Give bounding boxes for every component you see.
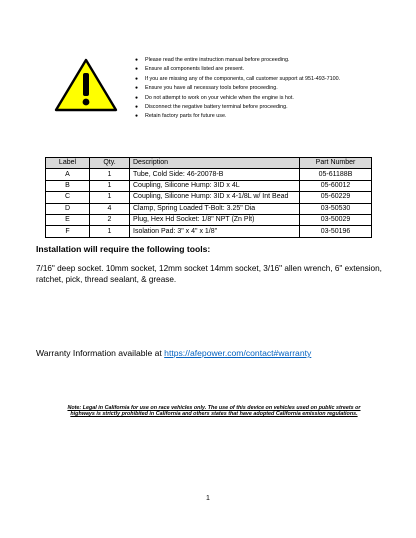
cell-qty: 4 <box>90 203 130 214</box>
cell-label: E <box>46 214 90 225</box>
cell-qty: 1 <box>90 180 130 191</box>
note-text: Ensure you have all necessary tools before proceeding. <box>145 85 278 92</box>
note-text: If you are missing any of the components, call customer support at 951-493-7100. <box>145 75 341 82</box>
cell-qty: 1 <box>90 192 130 203</box>
list-item <box>135 56 405 65</box>
table-row <box>46 214 372 225</box>
cell-part-number: 05-60229 <box>300 192 372 203</box>
list-item <box>135 94 405 103</box>
table-row <box>46 226 372 237</box>
tools-list-text: 7/16" deep socket. 10mm socket, 12mm socket 14mm socket, 3/16" allen wrench, 6" extension, ratchet, pick, thread sealant, & grease. <box>36 264 382 284</box>
cell-label: C <box>46 192 90 203</box>
table-row <box>46 180 372 191</box>
note-text: Do not attempt to work on your vehicle when the engine is hot. <box>145 94 294 101</box>
cell-description: Tube, Cold Side: 46-20078-B <box>130 169 300 180</box>
cell-qty: 1 <box>90 226 130 237</box>
cell-label: D <box>46 203 90 214</box>
cell-label: A <box>46 169 90 180</box>
warranty-label: Warranty Information available at <box>36 348 165 358</box>
safety-notes-list <box>135 56 405 122</box>
cell-part-number: 03-50530 <box>300 203 372 214</box>
cell-label: F <box>46 226 90 237</box>
cell-qty: 1 <box>90 169 130 180</box>
cell-part-number: 03-50196 <box>300 226 372 237</box>
cell-description: Coupling, Silicone Hump: 3ID x 4-1/8L w/ Int Bead <box>130 192 300 203</box>
cell-description: Isolation Pad: 3" x 4" x 1/8" <box>130 226 300 237</box>
column-header-description: Description <box>130 158 300 169</box>
warranty-info <box>36 348 311 358</box>
list-item <box>135 84 405 93</box>
column-header-part-number: Part Number <box>300 158 372 169</box>
bullet-icon: ● <box>135 75 139 82</box>
table-row <box>46 203 372 214</box>
note-text: Please read the entire instruction manual before proceeding. <box>145 57 290 63</box>
cell-label: B <box>46 180 90 191</box>
cell-qty: 2 <box>90 214 130 225</box>
note-text: Disconnect the negative battery terminal before proceeding. <box>145 104 288 111</box>
bullet-icon: ● <box>135 104 139 111</box>
warranty-link[interactable]: https://afepower.com/contact#warranty <box>164 348 312 358</box>
bullet-icon: ● <box>135 57 139 63</box>
column-header-label: Label <box>46 158 90 169</box>
tools-heading: Installation will require the following tools: <box>36 244 211 254</box>
list-item <box>135 103 405 112</box>
cell-description: Plug, Hex Hd Socket: 1/8" NPT (Zn Plt) <box>130 214 300 225</box>
bullet-icon: ● <box>135 94 139 101</box>
bullet-icon: ● <box>135 66 139 73</box>
list-item <box>135 65 405 74</box>
cell-description: Clamp, Spring Loaded T-Bolt: 3.25" Dia <box>130 203 300 214</box>
cell-part-number: 05-60012 <box>300 180 372 191</box>
cell-part-number: 05-61188B <box>300 169 372 180</box>
list-item <box>135 75 405 84</box>
legal-note: Note: Legal in California for use on race vehicles only. The use of this device on vehicles used on public streets or highways is strictly prohibited in California and others states that have adopted California emission regulations. <box>67 405 361 418</box>
list-item <box>135 112 405 121</box>
cell-description: Coupling, Silicone Hump: 3ID x 4L <box>130 180 300 191</box>
table-row <box>46 192 372 203</box>
note-text: Retain factory parts for future use. <box>145 113 227 120</box>
bullet-icon: ● <box>135 85 139 92</box>
bullet-icon: ● <box>135 113 139 120</box>
page-number: 1 <box>206 495 210 502</box>
parts-table <box>45 157 372 238</box>
cell-part-number: 03-50029 <box>300 214 372 225</box>
warning-triangle-icon <box>54 57 118 113</box>
column-header-qty: Qty. <box>90 158 130 169</box>
table-row <box>46 169 372 180</box>
note-text: Ensure all components listed are present. <box>145 66 245 73</box>
table-header-row <box>46 158 372 169</box>
